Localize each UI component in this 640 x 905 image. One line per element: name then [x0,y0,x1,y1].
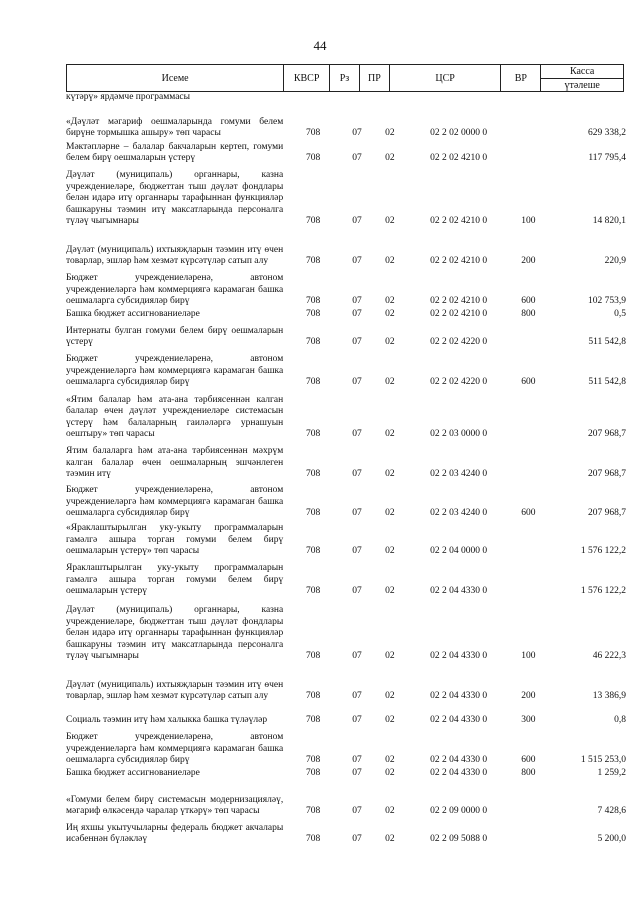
row-kvsr: 708 [305,128,321,139]
row-kvsr: 708 [305,337,321,348]
table-row [66,558,626,598]
row-csr: 02 2 04 4330 0 [430,715,488,726]
row-kvsr: 708 [305,469,321,480]
row-sum: 629 338,2 [588,128,626,139]
header-kassa-line1: Касса [569,65,595,77]
row-rz: 07 [352,546,362,557]
header-name: Исеме [67,65,284,91]
row-sum: 220,9 [604,256,626,267]
row-csr: 02 2 02 0000 0 [430,128,488,139]
row-pr: 02 [385,337,395,348]
row-sum: 207 968,7 [588,469,626,480]
table-row [66,228,626,268]
row-csr: 02 2 02 4210 0 [430,216,488,227]
table-row [66,104,626,140]
budget-table-body [66,92,626,846]
row-rz: 07 [352,651,362,662]
table-row [66,268,626,308]
table-row [66,308,626,321]
row-csr: 02 2 09 5088 0 [430,834,488,845]
row-rz: 07 [352,337,362,348]
row-name: Бюджет учреждениеләренә, автоном учреждениеләргә һәм коммерциягә карамаган башка оешмаларга субсидияләр бирү [66,354,284,388]
row-rz: 07 [352,806,362,817]
row-pr: 02 [385,806,395,817]
row-csr: 02 2 03 4240 0 [430,508,488,519]
row-kvsr: 708 [305,806,321,817]
row-sum: 1 259,2 [597,768,626,779]
table-row [66,140,626,165]
row-pr: 02 [385,256,395,267]
table-row [66,321,626,349]
row-rz: 07 [352,153,362,164]
header-kassa-line2: үтәлеше [541,78,623,92]
row-csr: 02 2 03 0000 0 [430,429,488,440]
row-rz: 07 [352,309,362,320]
row-sum: 14 820,1 [592,216,626,227]
row-kvsr: 708 [305,309,321,320]
row-name: «Дәүләт мәгариф оешмаларында гомуми белем бирүне тормышка ашыру» төп чарасы [66,116,284,139]
row-csr: 02 2 04 0000 0 [430,546,488,557]
table-row [66,389,626,441]
row-vr: 200 [521,691,536,702]
row-csr: 02 2 02 4210 0 [430,296,488,307]
row-vr: 800 [521,768,536,779]
header-pr: ПР [360,65,390,91]
row-pr: 02 [385,651,395,662]
row-pr: 02 [385,296,395,307]
row-name: Башка бюджет ассигнованиеләре [66,309,200,320]
row-sum: 511 542,8 [588,337,626,348]
row-pr: 02 [385,834,395,845]
row-name: Интернаты булган гомуми белем бирү оешмаларын үстерү [66,325,284,348]
row-name: Мәктәпләрне – балалар бакчаларын кертеп, гомуми белем бирү оешмаларын үстерү [66,141,284,164]
row-vr: 600 [521,377,536,388]
row-kvsr: 708 [305,256,321,267]
header-kassa [541,65,623,91]
row-name: Ятим балаларга һәм ата-ана тәрбиясеннән мәхрүм калган балалар өчен оешмаларның эшчәнлеген тәэмин итү [66,446,284,480]
row-kvsr: 708 [305,546,321,557]
row-vr: 100 [521,651,536,662]
row-sum: 102 753,9 [588,296,626,307]
row-vr: 300 [521,715,536,726]
row-vr: 100 [521,216,536,227]
row-name: «Яраклаштырылган уку-укыту программаларын гамәлгә ашыра торган гомуми белем бирү оешмаларын үстерү» төп чарасы [66,523,284,557]
row-name: Бюджет учреждениеләренә, автоном учреждениеләргә һәм коммерциягә карамаган башка оешмаларга субсидияләр бирү [66,273,284,307]
row-pr: 02 [385,586,395,597]
row-kvsr: 708 [305,651,321,662]
row-pr: 02 [385,153,395,164]
row-name: Дәүләт (муниципаль) органнары, казна учреждениеләре, бюджеттан тыш дәүләт фондлары белән идарә итү органнары тарафыннан функцияләр башкаруны тәэмин итү максатларында персоналга түләү чыгымнары [66,605,284,662]
row-csr: 02 2 02 4220 0 [430,337,488,348]
table-row [66,703,626,727]
row-csr: 02 2 04 4330 0 [430,755,488,766]
row-csr: 02 2 09 0000 0 [430,806,488,817]
table-row [66,767,626,780]
row-csr: 02 2 04 4330 0 [430,691,488,702]
row-vr: 800 [521,309,536,320]
table-row [66,727,626,767]
row-rz: 07 [352,128,362,139]
row-pr: 02 [385,755,395,766]
row-vr: 200 [521,256,536,267]
table-row [66,818,626,846]
row-sum: 0,8 [614,715,626,726]
table-row [66,663,626,703]
row-rz: 07 [352,834,362,845]
row-rz: 07 [352,508,362,519]
row-name: Башка бюджет ассигнованиеләре [66,768,200,779]
row-kvsr: 708 [305,153,321,164]
table-header [66,64,624,92]
row-pr: 02 [385,469,395,480]
row-csr: 02 2 04 4330 0 [430,768,488,779]
row-name: Яраклаштырылган уку-укыту программаларын гамәлгә ашыра торган гомуми белем бирү оешмаларын үстерү [66,563,284,597]
row-sum: 1 576 122,2 [580,546,626,557]
row-sum: 13 386,9 [592,691,626,702]
row-sum: 46 222,3 [592,651,626,662]
row-csr: 02 2 04 4330 0 [430,651,488,662]
row-rz: 07 [352,256,362,267]
row-kvsr: 708 [305,508,321,519]
row-kvsr: 708 [305,377,321,388]
row-kvsr: 708 [305,296,321,307]
page-number: 44 [313,38,327,53]
table-row [66,92,626,104]
row-pr: 02 [385,429,395,440]
row-kvsr: 708 [305,755,321,766]
row-sum: 207 968,7 [588,429,626,440]
row-rz: 07 [352,429,362,440]
table-row [66,441,626,481]
row-kvsr: 708 [305,691,321,702]
row-name: Бюджет учреждениеләренә, автоном учреждениеләргә һәм коммерциягә карамаган башка оешмаларга субсидияләр бирү [66,732,284,766]
row-rz: 07 [352,216,362,227]
row-rz: 07 [352,715,362,726]
row-pr: 02 [385,309,395,320]
row-csr: 02 2 03 4240 0 [430,469,488,480]
row-name: Дәүләт (муниципаль) органнары, казна учреждениеләре, бюджеттан тыш дәүләт фондлары белән идарә итү органнары тарафыннан функцияләр башкаруны тәэмин итү максатларында персоналга түләү чыгымнары [66,170,284,227]
row-kvsr: 708 [305,429,321,440]
row-pr: 02 [385,216,395,227]
row-csr: 02 2 02 4210 0 [430,309,488,320]
row-name: Бюджет учреждениеләренә, автоном учреждениеләргә һәм коммерциягә карамаган башка оешмаларга субсидияләр бирү [66,485,284,519]
row-sum: 117 795,4 [588,153,626,164]
table-row [66,780,626,818]
header-rz: Рз [330,65,360,91]
row-pr: 02 [385,377,395,388]
row-pr: 02 [385,715,395,726]
row-rz: 07 [352,469,362,480]
row-sum: 5 200,0 [597,834,626,845]
row-pr: 02 [385,546,395,557]
row-csr: 02 2 02 4210 0 [430,153,488,164]
row-kvsr: 708 [305,768,321,779]
row-sum: 207 968,7 [588,508,626,519]
header-kvsr: КВСР [284,65,330,91]
row-kvsr: 708 [305,834,321,845]
row-rz: 07 [352,768,362,779]
header-csr: ЦСР [390,65,502,91]
row-name: Иң яхшы укытучыларны федераль бюджет акчалары исәбеннән бүләкләү [66,822,284,845]
row-pr: 02 [385,128,395,139]
row-sum: 0,5 [614,309,626,320]
row-rz: 07 [352,691,362,702]
row-vr: 600 [521,296,536,307]
row-sum: 1 515 253,0 [580,755,626,766]
row-vr: 600 [521,755,536,766]
row-pr: 02 [385,508,395,519]
row-csr: 02 2 02 4210 0 [430,256,488,267]
row-csr: 02 2 02 4220 0 [430,377,488,388]
table-row [66,481,626,520]
row-rz: 07 [352,377,362,388]
row-sum: 7 428,6 [597,806,626,817]
row-name: Социаль тәэмин итү һәм халыкка башка түләүләр [66,715,268,726]
row-rz: 07 [352,296,362,307]
table-row [66,349,626,389]
row-csr: 02 2 04 4330 0 [430,586,488,597]
row-kvsr: 708 [305,586,321,597]
row-pr: 02 [385,691,395,702]
row-sum: 1 576 122,2 [580,586,626,597]
row-name: күтәрү» ярдәмче программасы [66,92,191,103]
table-row [66,520,626,558]
row-name: Дәүләт (муниципаль) ихтыяҗларын тәэмин итү өчен товарлар, эшләр һәм хезмәт күрсәтүләр сатып алу [66,679,284,702]
row-rz: 07 [352,755,362,766]
header-vr: ВР [501,65,541,91]
table-row [66,165,626,228]
table-row [66,598,626,663]
row-rz: 07 [352,586,362,597]
row-kvsr: 708 [305,216,321,227]
row-name: «Гомуми белем бирү системасын модернизацияләү, мәгариф өлкәсендә чаралар үткәрү» төп чарасы [66,794,284,817]
row-pr: 02 [385,768,395,779]
row-name: Дәүләт (муниципаль) ихтыяҗларын тәэмин итү өчен товарлар, эшләр һәм хезмәт күрсәтүләр сатып алу [66,244,284,267]
row-name: «Ятим балалар һәм ата-ана тәрбиясеннән калган балалар өчен дәүләт учреждениеләре системасын үстерү һәм балаларның гаиләләргә урнашуын оештыру» төп чарасы [66,394,284,440]
row-kvsr: 708 [305,715,321,726]
row-vr: 600 [521,508,536,519]
row-sum: 511 542,8 [588,377,626,388]
